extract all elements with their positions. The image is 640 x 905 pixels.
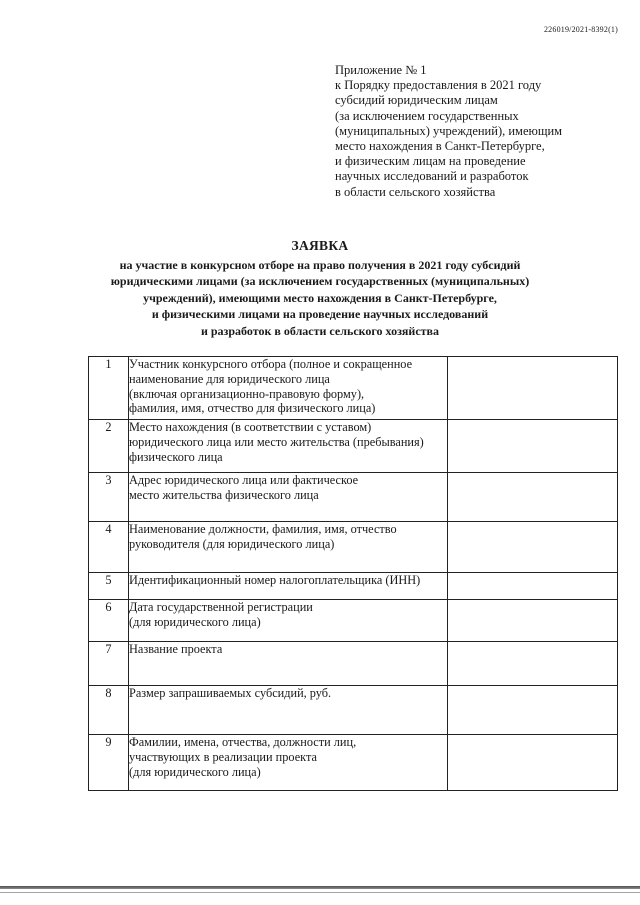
row-value-cell[interactable] xyxy=(448,473,618,522)
table-row xyxy=(89,735,618,791)
row-number: 8 xyxy=(89,686,129,735)
row-value-cell[interactable] xyxy=(448,357,618,420)
row-label-text: Дата государственной регистрации (для юридического лица) xyxy=(129,600,313,629)
appendix-line: (муниципальных) учреждений), имеющим xyxy=(335,123,563,138)
document-number: 226019/2021-8392(1) xyxy=(543,25,618,34)
row-label-text: Размер запрашиваемых субсидий, руб. xyxy=(129,686,332,700)
table-row xyxy=(89,473,618,522)
title-line: и физическими лицами на проведение научных исследований xyxy=(151,307,489,322)
table-row xyxy=(89,600,618,642)
appendix-line: субсидий юридическим лицам xyxy=(335,93,498,108)
title-line: и разработок в области сельского хозяйства xyxy=(200,323,440,338)
row-value-cell[interactable] xyxy=(448,686,618,735)
row-number: 9 xyxy=(89,735,129,791)
row-label xyxy=(129,600,448,642)
row-label xyxy=(129,357,448,420)
row-number: 2 xyxy=(89,420,129,473)
row-label xyxy=(129,473,448,522)
row-number: 4 xyxy=(89,522,129,573)
table-row xyxy=(89,573,618,600)
table-row xyxy=(89,420,618,473)
scan-edge-line xyxy=(0,892,640,893)
application-form-table xyxy=(88,356,618,791)
row-label-text: Участник конкурсного отбора (полное и сокращенное наименование для юридического лица (включая организационно-правовую форму), фамилия, имя, отчество для физического лица) xyxy=(129,357,413,416)
row-label-text: Адрес юридического лица или фактическое место жительства физического лица xyxy=(129,473,359,502)
row-label xyxy=(129,686,448,735)
title-line: на участие в конкурсном отборе на право получения в 2021 году субсидий xyxy=(119,258,521,272)
title-line: учреждений), имеющими место нахождения в Санкт-Петербурге, xyxy=(143,290,497,305)
row-value-cell[interactable] xyxy=(448,600,618,642)
appendix-line: (за исключением государственных xyxy=(335,108,519,123)
appendix-line: в области сельского хозяйства xyxy=(335,184,496,199)
appendix-line: к Порядку предоставления в 2021 году xyxy=(335,78,542,93)
row-label xyxy=(129,522,448,573)
table-row xyxy=(89,357,618,420)
row-number: 6 xyxy=(89,600,129,642)
appendix-line: научных исследований и разработок xyxy=(335,169,529,184)
row-value-cell[interactable] xyxy=(448,420,618,473)
appendix-line: и физическим лицам на проведение xyxy=(335,154,526,169)
row-label xyxy=(129,573,448,600)
row-number: 5 xyxy=(89,573,129,600)
row-label-text: Название проекта xyxy=(129,642,223,656)
row-label xyxy=(129,420,448,473)
appendix-line: Приложение № 1 xyxy=(335,63,427,77)
table-row xyxy=(89,642,618,686)
appendix-line: место нахождения в Санкт-Петербурге, xyxy=(335,139,545,154)
scan-edge-line xyxy=(0,886,640,889)
row-number: 1 xyxy=(89,357,129,420)
title-line: юридическими лицами (за исключением государственных (муниципальных) xyxy=(110,274,530,289)
row-value-cell[interactable] xyxy=(448,522,618,573)
row-label-text: Идентификационный номер налогоплательщика (ИНН) xyxy=(129,573,421,587)
row-label xyxy=(129,642,448,686)
row-label-text: Фамилии, имена, отчества, должности лиц, участвующих в реализации проекта (для юридического лица) xyxy=(129,735,357,779)
row-number: 3 xyxy=(89,473,129,522)
table-row xyxy=(89,522,618,573)
row-label xyxy=(129,735,448,791)
row-value-cell[interactable] xyxy=(448,573,618,600)
row-value-cell[interactable] xyxy=(448,735,618,791)
row-label-text: Наименование должности, фамилия, имя, отчество руководителя (для юридического лица) xyxy=(129,522,397,551)
appendix-header xyxy=(335,63,615,200)
row-label-text: Место нахождения (в соответствии с уставом) юридического лица или место жительства (пребывания) физического лица xyxy=(129,420,424,464)
row-number: 7 xyxy=(89,642,129,686)
title-main: ЗАЯВКА xyxy=(291,238,349,253)
table-row xyxy=(89,686,618,735)
application-title xyxy=(60,238,580,339)
row-value-cell[interactable] xyxy=(448,642,618,686)
